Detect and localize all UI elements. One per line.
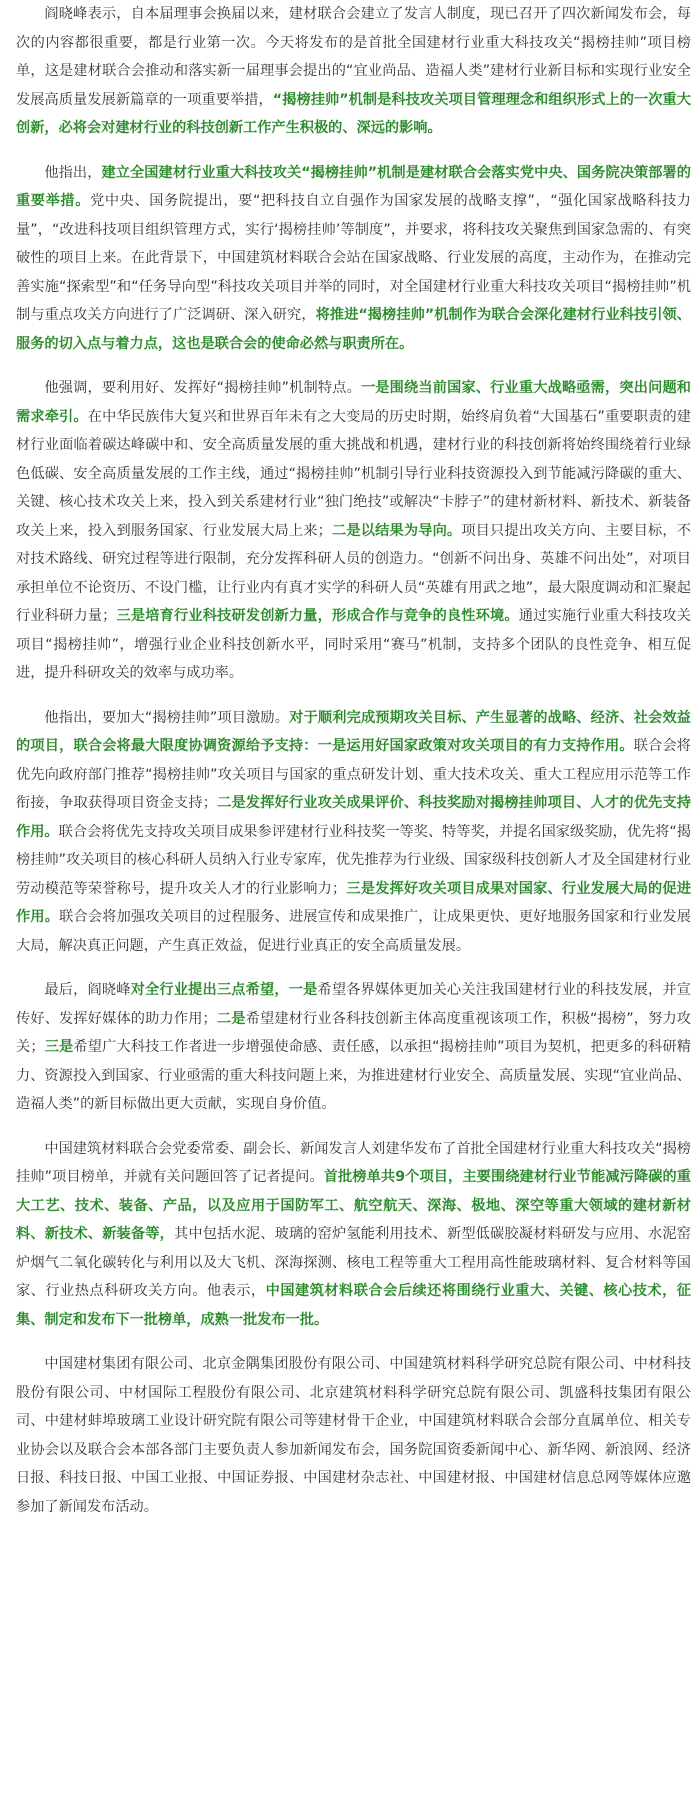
highlight-text: 二是以结果为导向。 [331,522,462,539]
paragraph-text: 通过实施行业重大科技攻关项目“揭榜挂帅”，增强行业企业科技创新水平，同时采用“赛马”机制，支持多个团队的良性竞争、相互促进，提升科研攻关的效率与成功率。 [16,608,691,681]
paragraph-text: 最后，阎晓峰 [44,982,131,998]
paragraph-text: 在中华民族伟大复兴和世界百年未有之大变局的历史时期，始终肩负着“大国基石”重要职责的建材行业面临着碳达峰碳中和、安全高质量发展的重大挑战和机遇，建材行业的科技创新将始终围绕着行业绿色低碳、安全高质量发展的工作主线，通过“揭榜挂帅”机制引导行业科技资源投入到节能减污降碳的重大、关键、核心技术攻关上来，投入到关系建材行业“独门绝技”或解决“卡脖子”的建材新材料、新技术、新装备攻关上来，投入到服务国家、行业发展大局上来； [16,408,691,539]
paragraph-text: 联合会将优先向政府部门推荐“揭榜挂帅”攻关项目与国家的重点研发计划、重大技术攻关、重大工程应用示范等工作衔接，争取获得项目资金支持； [16,738,691,811]
highlight-text: 中国建筑材料联合会后续还将围绕行业重大、关键、核心技术，征集、制定和发布下一批榜单，成熟一批发布一批。 [16,1283,691,1328]
highlight-text: 二是发挥好行业攻关成果评价、科技奖励对揭榜挂帅项目、人才的优先支持作用。 [16,795,691,840]
highlight-text: 对于顺利完成预期攻关目标、产生显著的战略、经济、社会效益的项目，联合会将最大限度协调资源给予支持：一是运用好国家政策对攻关项目的有力支持作用。 [16,709,691,754]
highlight-text: “揭榜挂帅”机制是科技攻关项目管理理念和组织形式上的一次重大创新，必将会对建材行业的科技创新工作产生积极的、深远的影响。 [16,91,691,136]
highlight-text: 对全行业提出三点希望，一是 [130,982,318,998]
highlight-text: 三是培育行业科技研发创新力量，形成合作与竞争的良性环境。 [116,608,519,624]
paragraph-text: 他指出， [44,164,102,181]
paragraph-text: 希望各界媒体更加关心关注我国建材行业的科技发展，并宣传好、发挥好媒体的助力作用； [16,982,691,1027]
paragraph-attendees [16,1350,691,1521]
paragraph-intro [16,0,691,143]
paragraph-significance [16,159,691,359]
paragraph-text: 希望广大科技工作者进一步增强使命感、责任感，以承担“揭榜挂帅”项目为契机，把更多的科研精力、资源投入到国家、行业亟需的重大科技问题上来，为推进建材行业安全、高质量发展、实现“宜业尚品、造福人类”的新目标做出更大贡献，实现自身价值。 [16,1039,691,1112]
highlight-text: 建立全国建材行业重大科技攻关“揭榜挂帅”机制是建材联合会落实党中央、国务院决策部署的重要举措。 [16,164,691,209]
paragraph-text: 他指出，要加大“揭榜挂帅”项目激励。 [44,709,290,726]
paragraph-text: 党中央、国务院提出，要“把科技自立自强作为国家发展的战略支撑”，“强化国家战略科技力量”，“改进科技项目组织管理方式，实行‘揭榜挂帅’等制度”，并要求，将科技攻关聚焦到国家急需的、有突破性的项目上来。在此背景下，中国建筑材料联合会站在国家战略、行业发展的高度，主动作为，在推动完善实施“探索型”和“任务导向型”科技攻关项目并举的同时，对全国建材行业重大科技攻关项目“揭榜挂帅”机制与重点攻关方向进行了广泛调研、深入研究， [16,193,691,323]
highlight-text: 二是 [216,1010,246,1027]
paragraph-text: 项目只提出攻关方向、主要目标，不对技术路线、研究过程等进行限制，充分发挥科研人员的创造力。“创新不问出身、英雄不问出处”，对项目承担单位不论资历、不设门槛，让行业内有真才实学的科研人员“英雄有用武之地”，最大限度调动和汇聚起行业科研力量； [16,522,691,624]
paragraph-mechanism-features [16,374,691,688]
highlight-text: 一是围绕当前国家、行业重大战略亟需，突出问题和需求牵引。 [16,380,691,425]
paragraph-incentives [16,704,691,961]
highlight-text: 三是发挥好攻关项目成果对国家、行业发展大局的促进作用。 [16,880,691,925]
highlight-text: 首批榜单共9个项目，主要围绕建材行业节能减污降碳的重大工艺、技术、装备、产品，以及应用于国防军工、航空航天、深海、极地、深空等重大领域的建材新材料、新技术、新装备等， [16,1169,691,1242]
paragraph-hopes [16,976,691,1119]
paragraph-text: 中国建材集团有限公司、北京金隅集团股份有限公司、中国建筑材料科学研究总院有限公司、中材科技股份有限公司、中材国际工程股份有限公司、北京建筑材料科学研究总院有限公司、凯盛科技集团有限公司、中建材蚌埠玻璃工业设计研究院有限公司等建材骨干企业，中国建筑材料联合会部分直属单位、相关专业协会以及联合会本部各部门主要负责人参加新闻发布会，国务院国资委新闻中心、新华网、新浪网、经济日报、科技日报、中国工业报、中国证券报、中国建材杂志社、中国建材报、中国建材信息总网等媒体应邀参加了新闻发布活动。 [16,1356,691,1515]
paragraph-project-list [16,1135,691,1335]
paragraph-text: 其中包括水泥、玻璃的窑炉氢能利用技术、新型低碳胶凝材料研发与应用、水泥窑炉烟气二氧化碳转化与利用以及大飞机、深海探测、核电工程等重大工程用高性能玻璃材料、复合材料等国家、行业热点科研攻关方向。他表示， [16,1226,691,1299]
highlight-text: 将推进“揭榜挂帅”机制作为联合会深化建材行业科技引领、服务的切入点与着力点，这也是联合会的使命必然与职责所在。 [16,307,691,352]
paragraph-text: 希望建材行业各科技创新主体高度重视该项工作，积极“揭榜”，努力攻关； [16,1010,691,1055]
paragraph-text: 联合会将加强攻关项目的过程服务、进展宣传和成果推广，让成果更快、更好地服务国家和行业发展大局，解决真正问题，产生真正效益，促进行业真正的安全高质量发展。 [16,909,691,954]
highlight-text: 三是 [44,1039,74,1055]
paragraph-text: 阎晓峰表示，自本届理事会换届以来，建材联合会建立了发言人制度，现已召开了四次新闻发布会，每次的内容都很重要，都是行业第一次。今天将发布的是首批全国建材行业重大科技攻关“揭榜挂帅”项目榜单，这是建材联合会推动和落实新一届理事会提出的“宜业尚品、造福人类”建材行业新目标和实现行业安全发展高质量发展新篇章的一项重要举措， [16,6,691,108]
paragraph-text: 他强调，要利用好、发挥好“揭榜挂帅”机制特点。 [44,380,361,396]
paragraph-text: 联合会将优先支持攻关项目成果参评建材行业科技奖一等奖、特等奖，并提名国家级奖励，优先将“揭榜挂帅”攻关项目的核心科研人员纳入行业专家库，优先推荐为行业级、国家级科技创新人才及全国建材行业劳动模范等荣誉称号，提升攻关人才的行业影响力； [16,823,691,897]
paragraph-text: 中国建筑材料联合会党委常委、副会长、新闻发言人刘建华发布了首批全国建材行业重大科技攻关“揭榜挂帅”项目榜单，并就有关问题回答了记者提问。 [16,1140,691,1185]
